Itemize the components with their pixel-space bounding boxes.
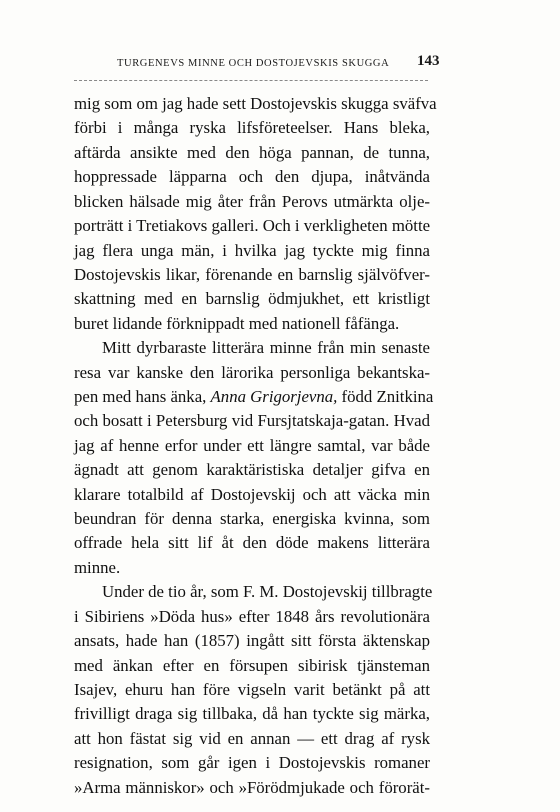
text-line: skattning med en barnslig ödmjukhet, ett kristligt — [74, 289, 430, 309]
text-line: förbi i många ryska lifsföreteelser. Hans bleka, — [74, 118, 430, 138]
text-line: klarare totalbild af Dostojevskij och att väcka min — [74, 484, 430, 504]
header-rule — [74, 80, 428, 81]
text-line: beundran för denna starka, energiska kvinna, som — [74, 509, 430, 528]
text-line: ägnadt att genom karaktäristiska detaljer gifva en — [74, 460, 430, 480]
text-line: hoppressade läpparna och den djupa, inåtvända — [74, 167, 430, 187]
running-head: TURGENEVS MINNE OCH DOSTOJEVSKIS SKUGGA — [117, 58, 390, 69]
page-number: 143 — [417, 53, 440, 69]
text-span: pen med hans änka, — [74, 387, 211, 406]
text-line: resignation, som går igen i Dostojevskis romaner — [74, 753, 430, 773]
text-line: »Arma människor» och »Förödmjukade och förorät- — [74, 777, 430, 797]
text-line: resa var kanske den lärorika personliga bekantska- — [74, 362, 430, 382]
text-line: aftärda ansikte med den höga pannan, de tunna, — [74, 142, 430, 162]
text-line: offrade hela sitt lif åt den döde makens litterära — [74, 533, 430, 553]
text-line: blicken hälsade mig åter från Perovs utmärkta olje- — [74, 191, 430, 211]
text-line: buret lidande förknippadt med nationell fåfänga. — [74, 313, 400, 333]
text-span: född Znitkina — [337, 387, 434, 406]
text-line: Dostojevskis likar, förenande en barnslig självöfver- — [74, 264, 430, 284]
text-line: Isajev, ehuru han före vigseln varit betänkt på att — [74, 679, 430, 699]
text-line — [74, 385, 434, 409]
italic-name: Anna Grigorjevna, — [210, 387, 338, 406]
text-line: Under de tio år, som F. M. Dostojevskij tillbragte — [102, 582, 433, 602]
text-line: jag af henne erfor under ett längre samtal, var både — [74, 435, 430, 455]
text-line: porträtt i Tretiakovs galleri. Och i verkligheten mötte — [74, 216, 431, 236]
text-line: frivilligt draga sig tillbaka, då han tyckte sig märka, — [74, 704, 430, 724]
text-line: ansats, hade han (1857) ingått sitt första äktenskap — [74, 631, 430, 651]
text-line: i Sibiriens »Döda hus» efter 1848 års revolutionära — [74, 606, 430, 626]
text-line: och bosatt i Petersburg vid Fursjtatskaja-gatan. Hvad — [74, 411, 430, 431]
text-line: minne. — [74, 557, 121, 577]
text-line: att hon fästat sig vid en annan — ett drag af rysk — [74, 728, 430, 748]
text-line: mig som om jag hade sett Dostojevskis skugga sväfva — [74, 94, 437, 113]
text-line: jag flera unga män, i hvilka jag tyckte mig finna — [74, 240, 430, 260]
text-line: med änkan efter en försupen sibirisk tjänsteman — [74, 655, 430, 675]
text-line: Mitt dyrbaraste litterära minne från min senaste — [102, 338, 430, 358]
